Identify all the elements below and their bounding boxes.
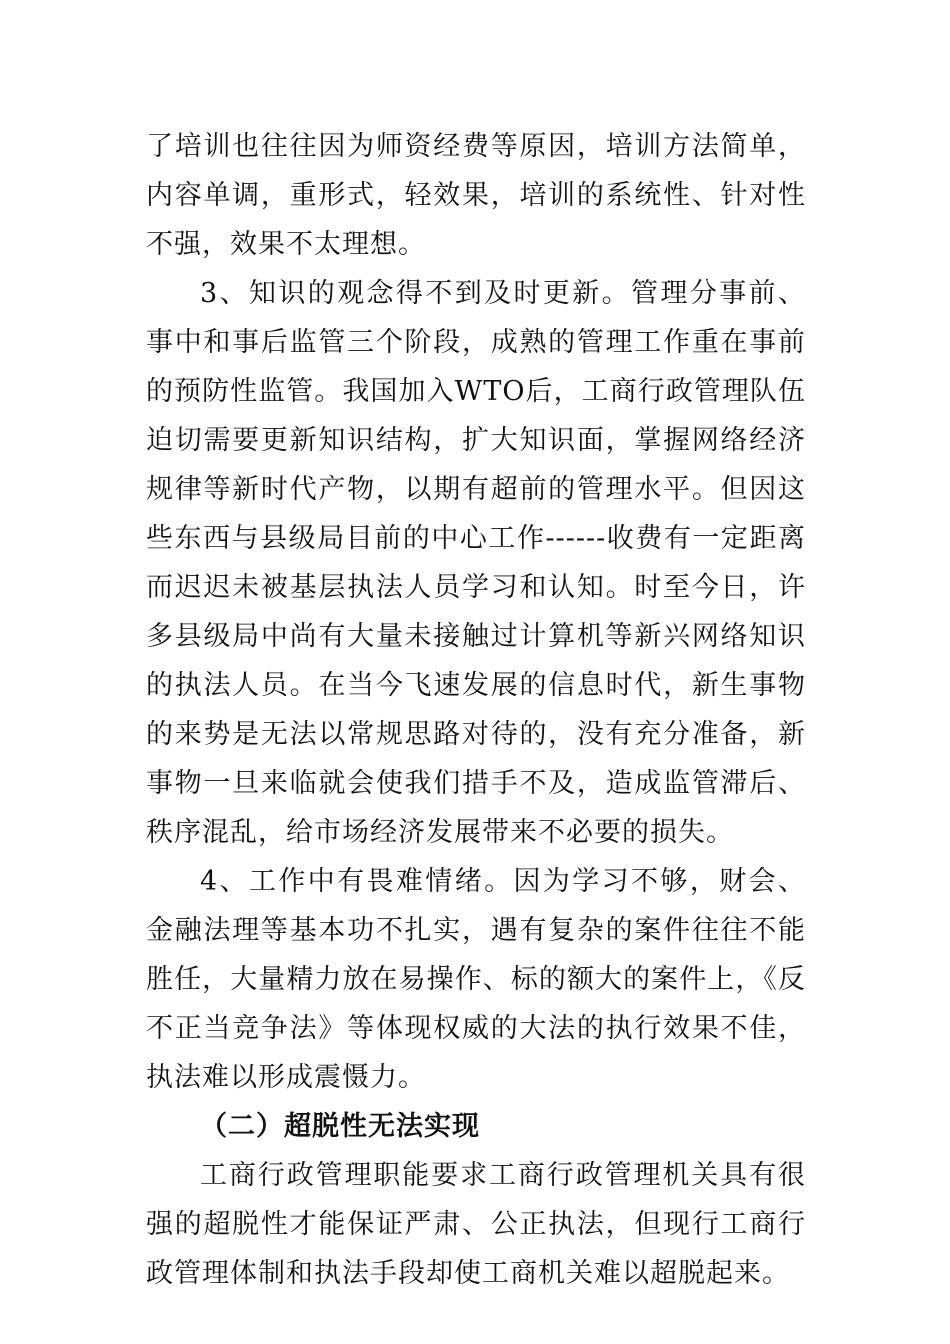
paragraph-detachment: 工商行政管理职能要求工商行政管理机关具有很强的超脱性才能保证严肃、公正执法，但现行工商行政管理体制和执法手段却使工商机关难以超脱起来。 xyxy=(146,1160,806,1289)
paragraph-work-fear: 4、工作中有畏难情绪。因为学习不够，财会、金融法理等基本功不扎实，遇有复杂的案件往往不能胜任，大量精力放在易操作、标的额大的案件上，《反不正当竞争法》等体现权威的大法的执行效果不佳，执法难以形成震慑力。 xyxy=(146,866,806,1093)
document-body xyxy=(146,122,806,1298)
paragraph-continuation: 了培训也往往因为师资经费等原因，培训方法简单，内容单调，重形式，轻效果，培训的系统性、针对性不强，效果不太理想。 xyxy=(146,131,806,260)
section-heading: （二）超脱性无法实现 xyxy=(200,1111,480,1142)
paragraph-knowledge-update: 3、知识的观念得不到及时更新。管理分事前、事中和事后监管三个阶段，成熟的管理工作重在事前的预防性监管。我国加入WTO后，工商行政管理队伍迫切需要更新知识结构，扩大知识面，掌握网络经济规律等新时代产物，以期有超前的管理水平。但因这些东西与县级局目前的中心工作------收费有一定距离而迟迟未被基层执法人员学习和认知。时至今日，许多县级局中尚有大量未接触过计算机等新兴网络知识的执法人员。在当今飞速发展的信息时代，新生事物的来势是无法以常规思路对待的，没有充分准备，新事物一旦来临就会使我们措手不及，造成监管滞后、秩序混乱，给市场经济发展带来不必要的损失。 xyxy=(146,278,806,848)
